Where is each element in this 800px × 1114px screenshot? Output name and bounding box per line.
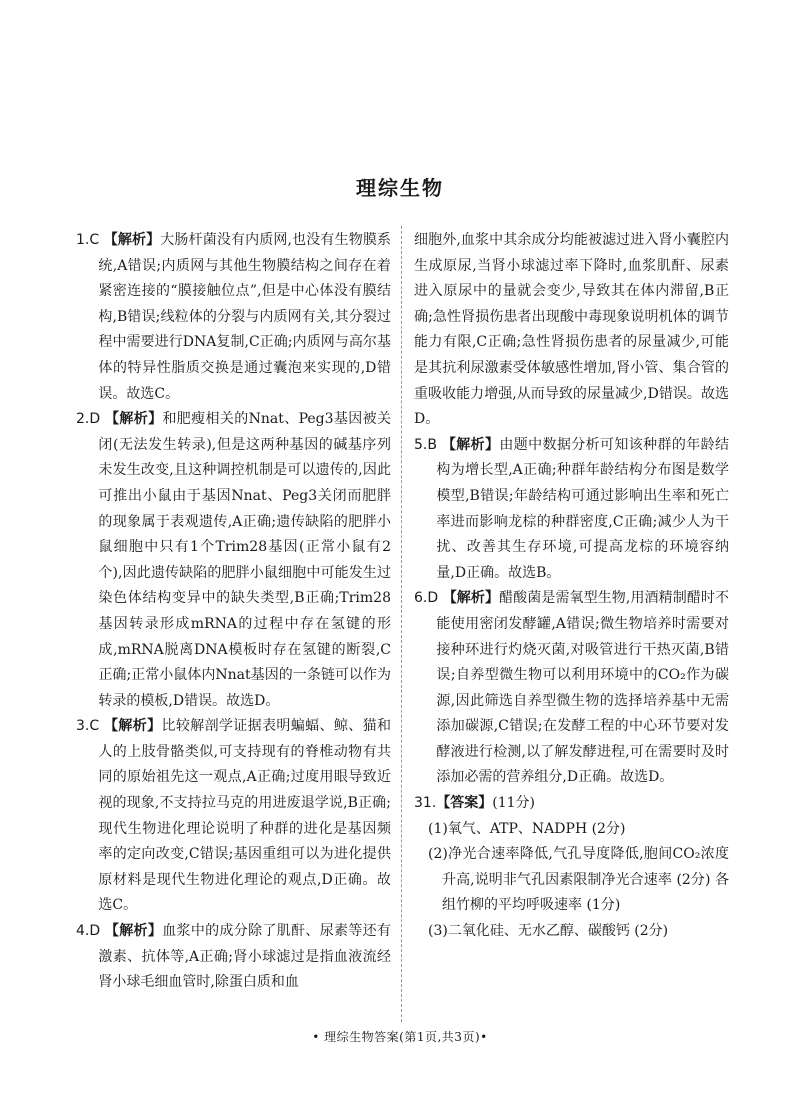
sub-answer-1: (1)氧气、ATP、NADPH (2分)	[428, 820, 626, 837]
column-divider	[401, 226, 402, 1022]
item-number: 6.D	[414, 590, 439, 607]
item-score: (11分)	[492, 795, 536, 812]
analysis-tag: 【解析】	[103, 232, 161, 248]
item-number: 3.C	[76, 718, 100, 735]
answer-item-3	[76, 714, 391, 919]
answer-item-2	[76, 407, 391, 714]
item-text: 血浆中的成分除了肌酐、尿素等还有激素、抗体等,A正确;肾小球滤过是指血液流经肾小球毛细血管时,除蛋白质和血	[98, 923, 392, 991]
item-number: 5.B	[414, 436, 437, 453]
analysis-tag: 【解析】	[103, 718, 162, 735]
analysis-tag: 【解析】	[441, 436, 500, 453]
item-number: 4.D	[76, 923, 101, 940]
page-title: 理综生物	[356, 176, 444, 200]
answer-item-4-continued: 细胞外,血浆中其余成分均能被滤过进入肾小囊腔内生成原尿,当肾小球滤过率下降时,血浆肌酐、尿素进入原尿中的量就会变少,导致其在体内滞留,B正确;急性肾损伤患者出现酸中毒现象说明机体的调节能力有限,C正确;急性肾损伤患者的尿量减少,可能是其抗利尿激素受体敏感性增加,肾小管、集合管的重吸收能力增强,从而导致的尿量减少,D错误。故选D。	[414, 232, 729, 428]
answer-item-4	[76, 919, 391, 996]
item-number: 1.C	[76, 232, 100, 248]
item-text: 比较解剖学证据表明蝙蝠、鲸、猫和人的上肢骨骼类似,可支持现有的脊椎动物有共同的原始祖先这一观点,A正确;过度用眼导致近视的现象,不支持拉马克的用进废退学说,B正确;现代生物进化理论说明了种群的进化是基因频率的定向改变,C错误;基因重组可以为进化提供原材料是现代生物进化理论的观点,D正确。故选C。	[98, 718, 392, 914]
answer-item-6	[414, 586, 729, 791]
answer-tag: 【答案】	[436, 795, 493, 812]
item-text: 醋酸菌是需氧型生物,用酒精制醋时不能使用密闭发酵罐,A错误;微生物培养时需要对接种环进行灼烧灭菌,对吸管进行干热灭菌,B错误;自养型微生物可以利用环境中的CO₂作为碳源,因此筛选自养型微生物的选择培养基中无需添加碳源,C错误;在发酵工程的中心环节要对发酵液进行检测,以了解发酵进程,可在需要时及时添加必需的营养组分,D正确。故选D。	[436, 590, 729, 786]
item-number: 2.D	[76, 411, 101, 428]
item-number: 31.	[414, 795, 437, 812]
answer-item-5	[414, 433, 729, 587]
sub-answer-3: (3)二氧化硅、无水乙醇、碳酸钙 (2分)	[428, 923, 669, 940]
item-text: 大肠杆菌没有内质网,也没有生物膜系统,A错误;内质网与其他生物膜结构之间存在着紧密连接的“膜接触位点”,但是中心体没有膜结构,B错误;线粒体的分裂与内质网有关,其分裂过程中需要进行DNA复制,C正确;内质网与高尔基体的特异性脂质交换是通过囊泡来实现的,D错误。故选C。	[98, 232, 391, 402]
page-footer: • 理综生物答案(第1页,共3页)•	[312, 1030, 488, 1044]
item-text: 和肥瘦相关的Nnat、Peg3基因被关闭(无法发生转录),但是这两种基因的碱基序列未发生改变,且这种调控机制是可以遗传的,因此可推出小鼠由于基因Nnat、Peg3关闭而肥胖的现象属于表观遗传,A正确;遗传缺陷的肥胖小鼠细胞中只有1个Trim28基因(正常小鼠有2个),因此遗传缺陷的肥胖小鼠细胞中可能发生过染色体结构变异中的缺失类型,B正确;Trim28基因转录形成mRNA的过程中存在氢键的形成,mRNA脱离DNA模板时存在氢键的断裂,C正确;正常小鼠体内Nnat基因的一条链可以作为转录的模板,D错误。故选D。	[98, 411, 392, 709]
analysis-tag: 【解析】	[104, 411, 163, 428]
answer-item-1	[76, 228, 391, 407]
item-text: 由题中数据分析可知该种群的年龄结构为增长型,A正确;种群年龄结构分布图是数学模型,B错误;年龄结构可通过影响出生率和死亡率进而影响龙棕的种群密度,C正确;减少人为干扰、改善其生存环境,可提高龙棕的环境容纳量,D正确。故选B。	[436, 436, 730, 581]
analysis-tag: 【解析】	[442, 590, 500, 607]
analysis-tag: 【解析】	[104, 923, 163, 940]
answer-item-31	[414, 791, 729, 817]
right-column	[414, 228, 729, 945]
left-column	[76, 228, 391, 996]
sub-answer-2: (2)净光合速率降低,气孔导度降低,胞间CO₂浓度升高,说明非气孔因素限制净光合速率 (2分) 各组竹柳的平均呼吸速率 (1分)	[428, 846, 729, 914]
